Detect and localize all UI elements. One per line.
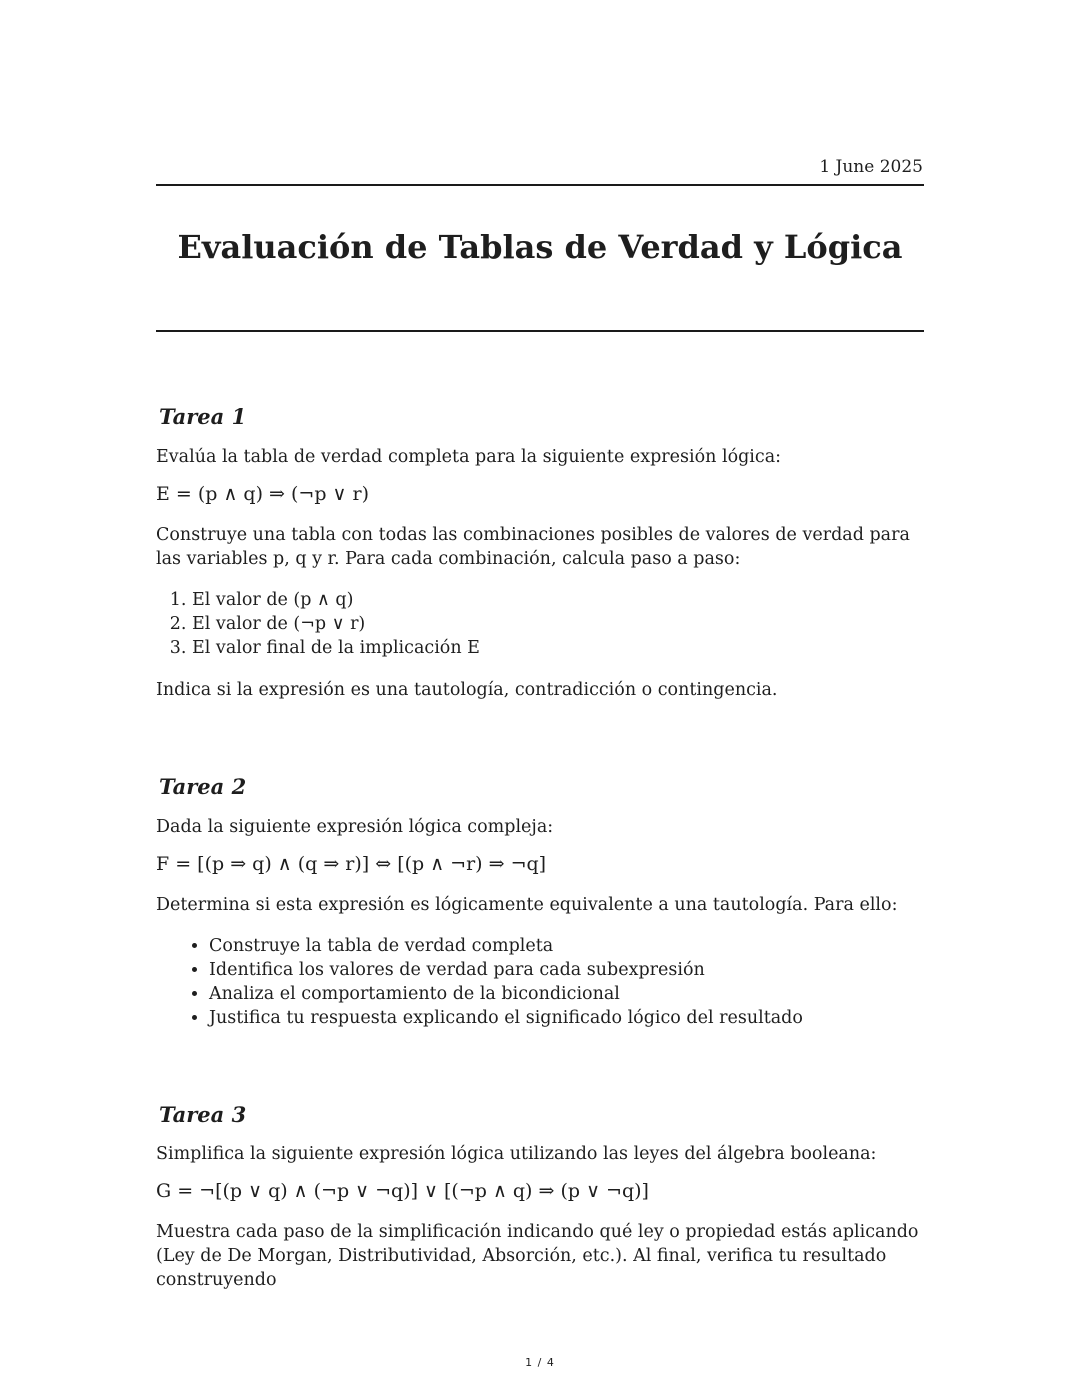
task1-step: 1. El valor de (p ∧ q) xyxy=(192,588,924,612)
task2-bullet: • Identifica los valores de verdad para cada subexpresión xyxy=(209,958,924,982)
task1-intro: Evalúa la tabla de verdad completa para la siguiente expresión lógica: xyxy=(156,447,782,467)
title-rule xyxy=(156,330,924,332)
task2-intro: Dada la siguiente expresión lógica compleja: xyxy=(156,817,554,837)
task1-step: 2. El valor de (¬p ∨ r) xyxy=(192,612,924,636)
task2-expression: F = [(p ⇒ q) ∧ (q ⇒ r)] ⇔ [(p ∧ ¬r) ⇒ ¬q] xyxy=(156,853,547,875)
task3-para1: Muestra cada paso de la simplificación indicando qué ley o propiedad estás aplicando (Ley de De Morgan, Distributividad, Absorción, etc.). Al final, verifica tu resultado construyendo xyxy=(156,1222,919,1290)
task2-title: Tarea 2 xyxy=(159,774,247,799)
task2-para1: Determina si esta expresión es lógicamente equivalente a una tautología. Para ello: xyxy=(156,895,898,915)
task2-bullet: • Construye la tabla de verdad completa xyxy=(209,934,924,958)
task1-title: Tarea 1 xyxy=(159,404,247,429)
page-number: 1 / 4 xyxy=(525,1356,555,1369)
task2-bullet: • Justifica tu respuesta explicando el significado lógico del resultado xyxy=(209,1006,924,1030)
task1-para1: Construye una tabla con todas las combinaciones posibles de valores de verdad para las variables p, q y r. Para cada combinación, calcula paso a paso: xyxy=(156,525,910,569)
task3-title: Tarea 3 xyxy=(159,1102,247,1127)
task2-bullet: • Analiza el comportamiento de la bicondicional xyxy=(209,982,924,1006)
task1-steps xyxy=(156,588,924,660)
page-title: Evaluación de Tablas de Verdad y Lógica xyxy=(177,228,903,266)
header-rule xyxy=(156,184,924,186)
task2-body xyxy=(156,815,924,1030)
task3-body xyxy=(156,1142,924,1292)
task1-expression: E = (p ∧ q) ⇒ (¬p ∨ r) xyxy=(156,483,369,505)
task3-expression: G = ¬[(p ∨ q) ∧ (¬p ∨ ¬q)] ∨ [(¬p ∧ q) ⇒ (p ∨ ¬q)] xyxy=(156,1180,649,1202)
task1-para2: Indica si la expresión es una tautología, contradicción o contingencia. xyxy=(156,680,778,700)
task1-step: 3. El valor final de la implicación E xyxy=(192,636,924,660)
task3-intro: Simplifica la siguiente expresión lógica utilizando las leyes del álgebra booleana: xyxy=(156,1144,877,1164)
task2-bullets xyxy=(156,934,924,1030)
task1-body xyxy=(156,445,924,702)
header-date: 1 June 2025 xyxy=(819,157,923,177)
